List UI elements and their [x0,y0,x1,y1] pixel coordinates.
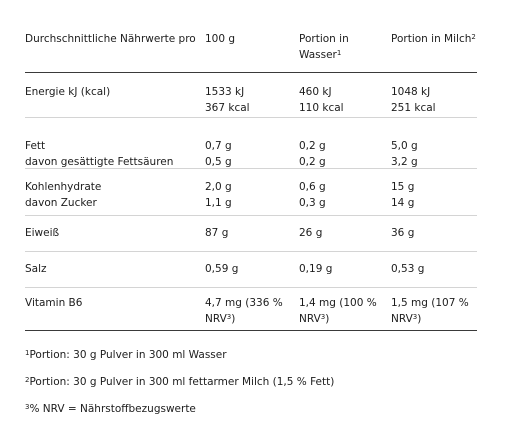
value-water: 0,19 g [299,263,333,275]
row-label: Vitamin B6 [25,297,83,309]
footnote-1: $^1$Portion: 30 g Pulver in 300 ml Wasser [25,349,227,361]
value-milk: 36 g [391,227,415,239]
footnote-2: $^2$Portion: 30 g Pulver in 300 ml fettarmer Milch (1,5 % Fett) [25,376,335,388]
row-label: Salz [25,263,47,275]
value-milk: 1,5 mg (107 % NRV$^3$) [391,297,469,325]
header-label: Durchschnittliche Nährwerte pro [25,33,196,45]
table-row [25,118,477,169]
nutrition-table [25,30,477,331]
table-header [25,30,477,73]
value-water: 0,2 g 0,2 g [299,140,326,168]
value-100g: 1533 kJ 367 kcal [205,86,250,114]
table-row [25,252,477,288]
row-label: Fett davon gesättigte Fettsäuren [25,140,174,168]
header-portion-water: Portion in Wasser$^1$ [299,33,349,61]
table-row [25,216,477,252]
table-row [25,288,477,331]
value-water: 460 kJ 110 kcal [299,86,344,114]
table-row [25,73,477,118]
footnote-3: $^3$% NRV = Nährstoffbezugswerte [25,403,196,415]
value-milk: 0,53 g [391,263,425,275]
value-milk: 15 g 14 g [391,181,415,209]
row-label: Energie kJ (kcal) [25,86,111,98]
header-portion-milk: Portion in Milch$^2$ [391,33,476,45]
value-water: 1,4 mg (100 % NRV$^3$) [299,297,377,325]
value-water: 0,6 g 0,3 g [299,181,326,209]
value-100g: 0,7 g 0,5 g [205,140,232,168]
value-milk: 1048 kJ 251 kcal [391,86,436,114]
value-100g: 87 g [205,227,229,239]
table-row [25,169,477,216]
row-label: Kohlenhydrate davon Zucker [25,181,102,209]
row-label: Eiweiß [25,227,60,239]
value-100g: 2,0 g 1,1 g [205,181,232,209]
value-100g: 0,59 g [205,263,239,275]
value-100g: 4,7 mg (336 % NRV$^3$) [205,297,283,325]
value-water: 26 g [299,227,323,239]
value-milk: 5,0 g 3,2 g [391,140,418,168]
header-100g: 100 g [205,33,236,45]
